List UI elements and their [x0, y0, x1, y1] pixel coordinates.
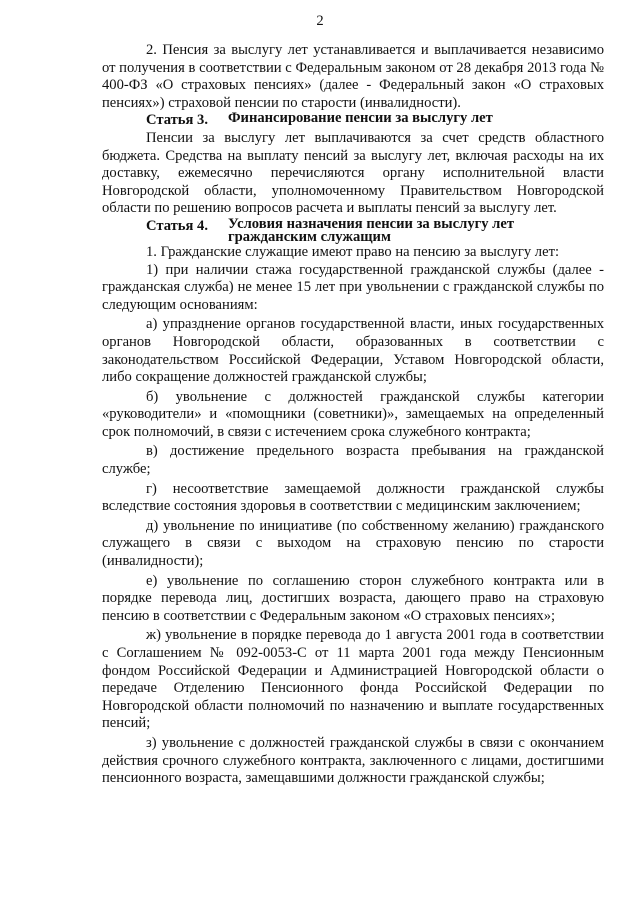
- article-number: Статья 4.: [146, 217, 208, 234]
- article-4-heading: [102, 215, 604, 245]
- list-item: в) достижение предельного возраста пребывания на гражданской службе;: [102, 443, 604, 478]
- list-item: б) увольнение с должностей гражданской службы категории «руководители» и «помощники (советники)», замещаемых на определенный срок полномочий, в связи с истечением срока служебного контракта;: [102, 388, 604, 440]
- page-number: 2: [316, 13, 324, 29]
- article-title-line-2: гражданским служащим: [228, 228, 391, 245]
- document-body: [102, 42, 604, 788]
- article-title: [228, 215, 604, 245]
- article-title: Финансирование пенсии за выслугу лет: [228, 110, 493, 127]
- article-number: Статья 3.: [146, 112, 208, 129]
- paragraph: 1. Гражданские служащие имеют право на пенсию за выслугу лет:: [146, 243, 559, 260]
- article-title-line-1: Условия назначения пенсии за выслугу лет: [228, 215, 515, 232]
- paragraph: 2. Пенсия за выслугу лет устанавливается и выплачивается независимо от получения в соответствии с Федеральным законом от 28 декабря 2013 года № 400-ФЗ «О страховых пенсиях» (далее - Федеральный закон «О страховых пенсиях») страховой пенсии по старости (инвалидности).: [102, 42, 604, 111]
- paragraph: 1) при наличии стажа государственной гражданской службы (далее - гражданская служба) не менее 15 лет при увольнении с гражданской службы по следующим основаниям:: [102, 261, 604, 313]
- article-3-heading: [102, 112, 604, 130]
- list-item: е) увольнение по соглашению сторон служебного контракта или в порядке перевода лиц, достигших возраста, дающего право на страховую пенсию в соответствии с Федеральным законом «О страховых пенсиях»;: [102, 572, 604, 624]
- list-item: д) увольнение по инициативе (по собственному желанию) гражданского служащего в связи с выходом на страховую пенсию по старости (инвалидности);: [102, 517, 604, 570]
- list-item: ж) увольнение в порядке перевода до 1 августа 2001 года в соответствии с Соглашением № 092-0053-С от 11 марта 2001 года между Пенсионным фондом Российской Федерации и Администрацией Новгородской области о передаче Отделению Пенсионного фонда Российской Федерации по Новгородской области полномочий по назначению и выплате государственных пенсий;: [102, 627, 604, 732]
- list-item: а) упразднение органов государственной власти, иных государственных органов Новгородской области, образованных в соответствии с законодательством Российской Федерации, Уставом Новгородской области, либо сокращение должностей гражданской службы;: [102, 316, 604, 386]
- list-item: г) несоответствие замещаемой должности гражданской службы вследствие состояния здоровья в соответствии с медицинским заключением;: [102, 480, 604, 515]
- paragraph: Пенсии за выслугу лет выплачиваются за счет средств областного бюджета. Средства на выплату пенсий за выслугу лет, включая расходы на их доставку, ежемесячно перечисляются органу исполнительной власти Новгородской области, уполномоченному Правительством Новгородской области по решению вопросов расчета и выплаты пенсий за выслугу лет.: [102, 129, 604, 217]
- list-item: з) увольнение с должностей гражданской службы в связи с окончанием действия срочного служебного контракта, заключенного с лицами, достигшими пенсионного возраста, замещавшими должности гражданской службы;: [102, 734, 604, 787]
